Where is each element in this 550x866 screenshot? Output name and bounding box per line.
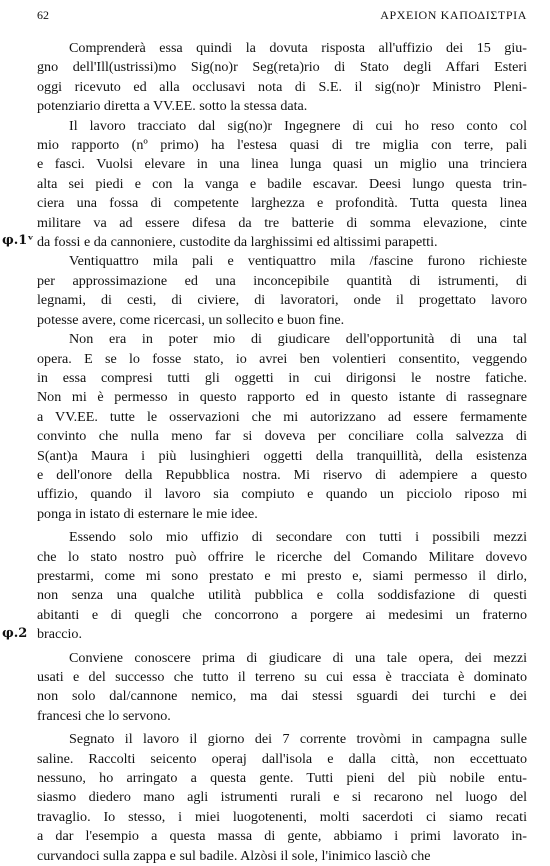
text-line: prestarmi, come mi sono prestato e mi presto e, siami permesso il dirlo, <box>37 567 527 584</box>
text-line: oggi ricevuto ed alla occlusavi nota di S.E. il sig(no)r Ministro Pleni- <box>37 78 527 95</box>
text-line: Segnato il lavoro il giorno dei 7 corrente trovòmi in campagna sulle <box>69 731 527 748</box>
text-line: potenziario diretta a VV.EE. sotto la stessa data. <box>37 98 308 115</box>
running-head: ΑΡΧΕΙΟΝ ΚΑΠΟΔΙΣΤΡΙΑ <box>380 8 527 22</box>
text-line: usati e del successo che tutto il terreno su cui essa è tracciata è dominato <box>37 669 527 685</box>
text-line: alta sei piedi e con la vanga e badile escavar. Deesi lungo questa trin- <box>37 175 527 192</box>
paragraph <box>37 330 527 524</box>
paragraph <box>37 117 527 253</box>
body-text <box>37 39 527 866</box>
text-line: Il lavoro tracciato dal sig(no)r Ingegnere di cui ho reso conto col <box>69 117 527 134</box>
text-line: e fasci. Vuolsi elevare in una linea lunga quasi un miglio una trinciera <box>37 156 527 173</box>
text-line: uffizio, quando il lavoro sia compiuto e quando un picciolo riposo mi <box>37 486 527 503</box>
text-line: abitanti e di quegli che concorrono a porgere ai medesimi un fraterno <box>37 606 527 623</box>
text-line: per approssimazione ed una inconcepibile quantità di istrumenti, di <box>37 272 527 289</box>
text-line: Comprenderà essa quindi la dovuta risposta all'uffizio dei 15 giu- <box>69 40 527 56</box>
paragraph <box>37 252 527 330</box>
text-line: braccio. <box>37 626 82 643</box>
text-line: a VV.EE. tutte le osservazioni che mi autorizzano ad essere fermamente <box>37 408 527 425</box>
text-line: che lo stato nostro può offrire le ricerche del Comando Militare dovevo <box>37 548 527 565</box>
text-line: nessuno, ho arringato a questa gente. Tutti pieni del più nobile entu- <box>37 770 527 787</box>
text-line: in essa compresi tutti gli oggetti in cui dirigonsi le nostre fatiche. <box>37 369 527 386</box>
text-line: e dell'onore della Repubblica nostra. Mi riservo di adempiere a questo <box>37 466 527 483</box>
text-line: gno dell'Ill(ustrissi)mo Sig(no)r Seg(reta)rio di Stato degli Affari Esteri <box>37 59 527 76</box>
text-line: Ventiquattro mila pali e ventiquattro mila /fascine furono richieste <box>69 253 527 270</box>
text-line: Non mi è permesso in questo rapporto ed in questo istante di rassegnare <box>37 389 527 406</box>
paragraph <box>37 39 527 117</box>
text-line: opera. E se lo fosse stato, io avrei ben volentieri consentito, veggendo <box>37 350 527 367</box>
text-line: ponga in istato di esternare le mie idee. <box>37 505 258 522</box>
page-header <box>37 8 527 26</box>
text-line: a dar l'esempio a questa massa di gente, abbiamo i primi lavorato in- <box>37 828 527 845</box>
text-line: convinto che nulla meno far si doveva per conciliare colla salvezza di <box>37 428 527 445</box>
text-line: militare va ad essere difesa da tre batterie di somma elevazione, cinte <box>37 214 527 231</box>
text-line: saline. Raccolti seicento operaj dall'isola e dalla città, non eccettuato <box>37 750 527 767</box>
text-line: legnami, di cesti, di civiere, di lavoratori, onde il progettato lavoro <box>37 292 527 309</box>
text-line: S(ant)a Maura i più lusinghieri oggetti della tranquillità, della esistenza <box>37 447 527 464</box>
text-line: ciera una fossa di competente larghezza e profondità. Tutta questa linea <box>37 195 527 212</box>
paragraph <box>37 528 527 644</box>
margin-note-folio-1v: φ.1ᵛ <box>2 233 34 248</box>
text-line: Essendo solo mio uffizio di secondare con tutti i possibili mezzi <box>69 529 527 546</box>
paragraph <box>37 649 527 727</box>
text-line: potesse avere, come ricercasi, un sollecito e buon fine. <box>37 311 345 328</box>
text-line: non solo dal/cannone nemico, ma dai stessi sguardi dei turchi e dei <box>37 688 527 705</box>
text-line: siasmo diedero mano agli istrumenti rurali e si recarono nel luogo del <box>37 789 527 806</box>
text-line: mio rapporto (nº primo) ha l'estesa quasi di tre miglia con terre, pali <box>37 137 527 154</box>
text-line: Conviene conoscere prima di giudicare di una tale opera, dei mezzi <box>69 649 527 666</box>
text-line: travaglio. Io stesso, i miei luogotenenti, molti sacerdoti ci siamo recati <box>37 808 527 825</box>
text-line: non senza una qualche utilità pubblica e colla soddisfazione di questi <box>37 587 527 604</box>
text-line: Non era in poter mio di giudicare dell'opportunità di una tal <box>69 331 527 348</box>
page-number: 62 <box>37 8 49 22</box>
paragraph <box>37 730 527 866</box>
text-line: francesi che lo servono. <box>37 707 171 724</box>
margin-note-folio-2: φ.2 <box>2 626 28 641</box>
text-line: curvandoci sulla zappa e sul badile. Alzòsi il sole, l'inimico lasciò che <box>37 847 431 864</box>
text-line: da fossi e da cannoniere, custodite da larghissimi ed altissimi parapetti. <box>37 234 438 251</box>
